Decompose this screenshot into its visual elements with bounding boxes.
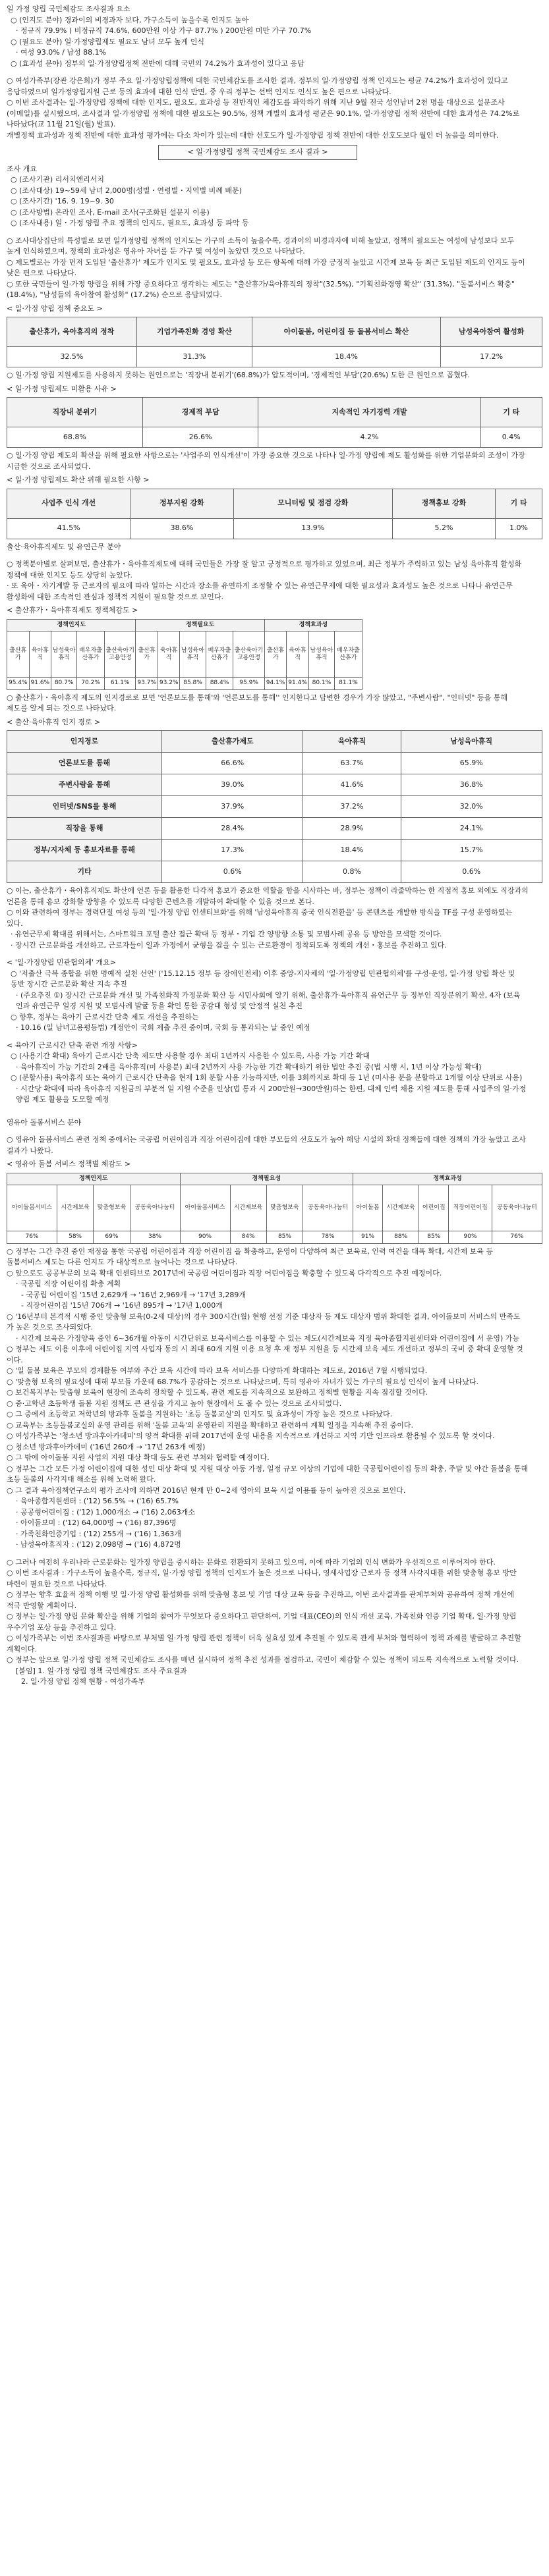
summary-line: ○ (효과성 분야) 정부의 일·가정양립정책 전반에 대해 국민의 74.2%가 효과성이 있다고 응답 [11, 59, 304, 68]
paragraph: 2. 일·가정 양립 정책 현황 - 여성가족부 [21, 1677, 145, 1686]
paragraph: ○ 그 중에서 초등학교 저학년의 방과후 돌봄을 지원하는 '초등 돌봄교실'의 인지도 및 효과성이 가장 높은 것으로 나타났다. [7, 1410, 393, 1418]
table-cell: 90% [449, 1231, 492, 1244]
table-cell: 85% [419, 1231, 449, 1244]
table-header-cell: 정부지원 강화 [130, 489, 233, 518]
table-cell: 26.6% [142, 427, 258, 448]
column-header: 배우자출산휴가 [334, 631, 362, 678]
table-cell: 80.1% [308, 678, 334, 690]
summary-line: 일 가정 양립 국민체감도 조사결과 요소 [7, 5, 130, 13]
effect-section [7, 236, 529, 315]
column-header: 아이돌봄서비스 [7, 1185, 57, 1231]
table-header-cell: 정책홍보 강화 [392, 489, 495, 518]
table-cell: 17.2% [441, 347, 542, 367]
table-cell: 18.4% [303, 840, 401, 861]
table-header-cell: 출산휴가, 육아휴직의 정착 [7, 317, 137, 347]
column-header: 출산휴가 [136, 631, 158, 678]
intro-section [7, 76, 529, 141]
column-header: 출산육아기고용안정 [105, 631, 136, 678]
closing-section [7, 1557, 529, 1688]
column-header: 남성육아휴직 [180, 631, 206, 678]
column-header: 배우자출산휴가 [206, 631, 233, 678]
paragraph: ○ 영유아 돌봄서비스 관련 정책 중에서는 국공립 어린이집과 직장 어린이집에 대한 부모들의 선호도가 높아 해당 시설의 확대 정책들에 대한 정책의 가장 높았고 조사 결과가 나왔다. [7, 1135, 526, 1155]
survey-overview [7, 164, 529, 229]
table-header-cell: 기 타 [480, 398, 542, 427]
paragraph: ○ 그러나 여전히 우리나라 근로문화는 일가정 양립을 중시하는 문화로 전환되지 못하고 있으며, 이에 따라 기업의 인식 변화가 우선적으로 이루어져야 한다. [7, 1557, 496, 1567]
column-header: 출산휴가 [264, 631, 287, 678]
result-title-box: < 일·가정양립 정책 국민체감도 조사 결과 > [158, 145, 357, 160]
table-row [7, 818, 542, 840]
reduced-hours-box [7, 1040, 529, 1106]
paragraph: ○ 정부는 그간 모든 가정 어린이집에 대한 성인 대상 확대 및 지원 대상 아동 가정, 일정 규모 이상의 기업에 대한 국공립어린이집 등의 확충, 주말 및 야간 돌봄을 통해 초등 돌봄의 사각지대 해소를 위해 노력해 왔다. [7, 1464, 529, 1484]
paragraph: ○ 여성가족부(장관 강은희)가 정부 주요 일·가정양립정책에 대한 국민체감도를 조사한 결과, 정부의 일·가정양립 정책 인지도는 평균 74.2%가 효과성이 있다고 응답하였으며 일가정양립지원 근로 등의 효과에 대한 인식 반면, 중 우리 정부는 선택 인지도 인식도 높은 편으로 나타났다. [7, 76, 508, 96]
paragraph: [붙임] 1. 일·가정 양립 정책 국민체감도 조사 주요결과 [16, 1666, 187, 1675]
column-header: 직장어린이집 [449, 1185, 492, 1231]
table-cell: 85% [266, 1231, 303, 1244]
paragraph: ○ 제도별로는 가장 먼저 도입된 '출산휴가' 제도가 인지도 및 필요도, 효과성 등 모든 항목에 대해 가장 긍정적 높았고 시간제 보육 등 최근 도입된 제도의 인지도 등이 낮은 편으로 나타났다. [7, 257, 525, 277]
table-cell: 76% [492, 1231, 542, 1244]
table-cell: 95.4% [7, 678, 30, 690]
table-cell: 91.4% [287, 678, 309, 690]
table-cell: 84% [230, 1231, 266, 1244]
table-cell: 28.9% [303, 818, 401, 840]
table-cell: 38% [130, 1231, 180, 1244]
table-row [7, 796, 542, 818]
column-header: 시간제보육 [57, 1185, 93, 1231]
paragraph: · 시간제 보육은 가정양육 중인 6~36개월 아동이 시간단위로 보육서비스를 이용할 수 있는 제도(시간제보육 지정 육아종합지원센터와 어린이집에 서 운영) 가능 [16, 1333, 520, 1343]
table-cell: 18.4% [252, 347, 440, 367]
paragraph: ○ 정부는 앞으로 일·가정 양립 정책 국민체감도 조사를 매년 실시하여 정책 추진 성과를 점검하고, 국민이 체감할 수 있는 정책이 되도록 지속적으로 노력할 것이다. [7, 1655, 519, 1664]
column-header: 배우자출산휴가 [77, 631, 105, 678]
row-label: 언론보도를 통해 [7, 753, 162, 774]
table-cell: 15.7% [401, 840, 542, 861]
row-label: 직장을 통해 [7, 818, 162, 840]
table-cell: 95.9% [233, 678, 264, 690]
table-caption: < 일·가정 양립제도 미활용 사유 > [7, 384, 117, 393]
table-header-cell: 경제적 부담 [142, 398, 258, 427]
column-header: 출산휴가 [7, 631, 30, 678]
table-header-cell: 직장내 분위기 [7, 398, 143, 427]
needs-table [7, 489, 542, 539]
table-row [7, 861, 542, 883]
table-caption: < 출산·육아휴직 인지 경로 > [7, 717, 101, 726]
paragraph: ○ 이번 조사결과는 일·가정양립 정책에 대한 인지도, 필요도, 효과성 등 전반적인 체감도를 파악하기 위해 지난 9월 전국 성인남녀 2천 명을 대상으로 설문조사(이메일)를 실시했으며, 조사결과 일·가정양립 정책에 대한 필요도는 90.5%, 정책 개별의 효과성 평균은 90.1%, 일·가정양립 정책 전반에 대한 효과성은 74.2%로 나타났다(교 11월 21일(월) 발표). [7, 98, 520, 128]
table-cell: 76% [7, 1231, 57, 1244]
table-row [7, 774, 542, 796]
paragraph: · 육아종합지원센터 : ('12) 56.5% → ('16) 65.7% [16, 1497, 179, 1505]
column-header: 시간제보육 [230, 1185, 266, 1231]
paragraph: ○ 여성가족부는 이번 조사결과를 바탕으로 부처별 일·가정 양립 관련 정책이 더욱 실효성 있게 추진될 수 있도록 관계 부처와 협력하여 정책 과제를 발굴하고 추진할 계획이다. [7, 1634, 521, 1653]
table-cell: 0.8% [303, 861, 401, 883]
survey-item: ○ (조사대상) 19~59세 남녀 2,000명(성별・연령별・지역별 비례 배분) [11, 186, 242, 195]
paragraph: ○ 교육부는 초등돌봄교실의 운영 관리를 위해 '돌봄 교육'의 운영관리 지원을 확대하고 관련하여 계획 일정을 지속해 추진 중이다. [7, 1420, 414, 1430]
table-header-cell: 남성육아참여 활성화 [441, 317, 542, 347]
table-cell: 69% [94, 1231, 130, 1244]
paragraph: · 공공형어린이집 : ('12) 1,000개소 → ('16) 2,063개소 [16, 1507, 195, 1516]
table-cell: 39.0% [162, 774, 303, 796]
table-cell: 32.0% [401, 796, 542, 818]
column-header: 아이돌봄서비스 [180, 1185, 230, 1231]
column-header: 육아휴직 [158, 631, 180, 678]
table-header-cell: 남성육아휴직 [401, 731, 542, 753]
table-cell: 36.8% [401, 774, 542, 796]
table-cell: 80.7% [51, 678, 77, 690]
table-cell: 90% [180, 1231, 230, 1244]
paragraph: ○ '맞춤형 보육의 필요성에 대해 부모들 가운데 68.7%가 공감하는 것으로 나타났으며, 특히 영유아 자녀가 있는 가구의 필요성 인식이 높게 나타났다. [7, 1377, 479, 1386]
survey-item: ○ (조사기관) 리서치앤리서치 [11, 175, 105, 184]
table-cell: 13.9% [233, 518, 392, 539]
summary-line: · 여성 93.0% / 남성 88.1% [16, 48, 107, 57]
column-header: 공동육아나눔터 [492, 1185, 542, 1231]
table-header-cell: 아이돌봄, 어린이집 등 돌봄서비스 확산 [252, 317, 440, 347]
column-header: 어린이집 [419, 1185, 449, 1231]
paragraph: ○ 정부는 일·가정 양립 문화 확산을 위해 기업의 참여가 무엇보다 중요하다고 판단하여, 기업 대표(CEO)의 인식 개선 교육, 가족친화 인증 기업 확대, 일·가정 양립 우수기업 포상 등을 추진하고 있다. [7, 1612, 517, 1632]
table-row [7, 753, 542, 774]
childcare-policy-table [7, 1173, 542, 1244]
row-label: 기타 [7, 861, 162, 883]
table-header-cell: 모니터링 및 점검 강화 [233, 489, 392, 518]
table-cell: 1.0% [496, 518, 542, 539]
table-cell: 0.4% [480, 427, 542, 448]
column-header: 남성육아휴직 [51, 631, 77, 678]
table-cell: 88% [383, 1231, 419, 1244]
box-line: ○ (분할사용) 육아휴직 또는 육아기 근로시간 단축을 현재 1회 분할 사용 가능하지만, 이를 3회까지로 확대 등 1년 (미사용 분을 분할하고 1개월 이상 단위로 사용) [11, 1073, 523, 1082]
table-cell: 31.3% [136, 347, 252, 367]
table-cell: 37.9% [162, 796, 303, 818]
paragraph: - 국공립 어린이집 '15년 2,629개 → '16년 2,969개 → '17년 3,289개 [21, 1290, 246, 1299]
group-header: 정책필요도 [136, 619, 264, 631]
paragraph: ○ 청소년 방과후아카데미 ('16년 260개 → '17년 263개 예정) [7, 1442, 206, 1451]
box-line: · 육아휴직이 가능 기간의 2배를 육아휴직(미 사용분) 최대 2년까지 사용 가능한 기간 확대하기 위한 법안 추진 중(법 시행 시, 1년 이상 가능성 확대) [16, 1062, 482, 1071]
table-header-cell: 기업가족친화 경영 확산 [136, 317, 252, 347]
column-header: 출산육아기고용안정 [233, 631, 264, 678]
paragraph: · 국공립 직장 어린이집 확충 계획 [16, 1279, 121, 1288]
table-cell: 28.4% [162, 818, 303, 840]
paragraph: · 가족친화인증기업 : ('12) 255개 → ('16) 1,363개 [16, 1529, 181, 1538]
table-cell: 32.5% [7, 347, 137, 367]
box-line: ○ '저출산 극복 종합을 위한 명예적 실천 선언' ('15.12.15 정부 등 장애인전체) 이후 중앙-지자체의 '일·가정양립 민관협의체'를 구성·운영, 일·가정 양립 확산 및 동반 장시간 근로문화 확산 지속 추진 [11, 969, 515, 988]
table-header-cell: 육아휴직 [303, 731, 401, 753]
paragraph: 개별정책 효과성과 정책 전반에 대한 효과성 평가에는 다소 차이가 있는데 대한 선호도가 일·가정양립 정책 전반에 대한 선호도보다 월인 더 높음을 의미한다. [7, 130, 499, 140]
council-box [7, 957, 529, 1034]
childcare-details [7, 1247, 529, 1551]
column-header: 공동육아나눔터 [130, 1185, 180, 1231]
survey-item: ○ (조사내용) 일・가정 양립 주요 정책의 인지도, 필요도, 효과성 등 파악 등 [11, 219, 249, 227]
table-cell: 70.2% [77, 678, 105, 690]
summary-line: ○ (인지도 분야) 경과이의 비경과자 보다, 가구소득이 높을수록 인지도 높아 [11, 15, 249, 24]
paragraph: ○ 그 결과 육아정책연구소의 평가 조사에 의하면 2016년 현재 만 0~2세 영아의 보육 시설 이용률 등이 높아진 것으로 보인다. [7, 1486, 406, 1495]
box-heading: < '일·가정양립 민관협의체' 개요> [7, 958, 116, 967]
non-use-reason-table [7, 397, 542, 448]
paragraph: ○ 보건복지부는 맞춤형 보육이 현장에 조속히 정착할 수 있도록, 관련 제도를 지속적으로 보완하고 정책별 현황을 지속 점검할 것이다. [7, 1388, 428, 1397]
column-header: 맞춤형보육 [94, 1185, 130, 1231]
table-cell: 85.8% [180, 678, 206, 690]
table-cell: 88.4% [206, 678, 233, 690]
paragraph: ○ 정부는 향후 효율적 정책 이행 및 일·가정 양립 활성화를 위해 맞춤형 홍보 및 기업 대상 교육 등을 추진하고, 이번 조사결과를 관계부처와 공유하여 정책 개선에 적극 반영할 계획이다. [7, 1590, 514, 1610]
table-cell: 24.1% [401, 818, 542, 840]
box-line: ○ 향후, 정부는 육아기 근로시간 단축 제도 개선을 추진하는 [11, 1012, 199, 1021]
box-line: ○ (사용기간 확대) 육아기 근로시간 단축 제도만 사용할 경우 최대 1년까지 사용한 수 있도록, 사용 가능 기간 확대 [11, 1052, 370, 1060]
survey-item: ○ (조사기간) '16. 9. 19~9. 30 [11, 197, 114, 205]
paragraph: · 장시간 근로문화를 개선하고, 근로자들이 일과 가정에서 균형을 잡을 수 있는 근로환경이 정착되도록 정책의 개선・홍보를 추진하고 있다. [11, 940, 447, 950]
table-caption: < 영유아 돌봄 서비스 정책별 체감도 > [7, 1160, 131, 1168]
paragraph: ○ 여성가족부는 '청소년 방과후아카데미'의 양적 확대를 위해 2017년에 운영 내용을 지속적으로 개선하고 지역 기반 인프라로 활용될 수 있도록 할 것이다. [7, 1432, 495, 1440]
table-cell: 41.6% [303, 774, 401, 796]
table-cell: 5.2% [392, 518, 495, 539]
table-cell: 68.8% [7, 427, 143, 448]
table-cell: 91% [353, 1231, 383, 1244]
group-header: 정책필요성 [180, 1173, 353, 1185]
paragraph: · 유연근무제 확대를 위해서는, 스마트워크 포털 출산 접근 확대 등 정부・기업 간 양방향 소통 및 모범사례 공유 등 방안을 모색할 것이다. [11, 930, 442, 938]
paragraph: ○ 또한 국민들이 일·가정 양립을 위해 가장 중요하다고 생각하는 제도는 "출산휴가/육아휴직의 정착"(32.5%), "기획친화경영 확산" (31.3%), "돌봄서비스 확충"(18.4%), "남성들의 육아참여 활성화" (17.2%) 순으로 응답되었다. [7, 279, 515, 299]
group-header: 정책인지도 [7, 1173, 181, 1185]
table-cell: 0.6% [401, 861, 542, 883]
paragraph: ○ 정부는 그간 추진 중인 재정을 통한 국공립 어린이집과 직장 어린이집 을 확충하고, 운영이 다양하여 최근 보육료, 인력 여건을 대폭 확대, 시간제 보육 등 돌봄서비스 제도는 다른 인지도 가 대상적으로 늘어나는 것으로 나타났다. [7, 1247, 494, 1266]
paragraph: ○ 정책분야별로 살펴보면, 출산휴가・육아휴직제도에 대해 국민들은 가장 잘 알고 긍정적으로 평가하고 있었으며, 최근 정부가 주력하고 있는 남성 육아휴직 활성화 정책에 대한 인지도 등도 상당히 높았다. [7, 560, 522, 579]
paragraph: ○ 앞으로도 공공부문의 보육 확대 인센티브로 2017년에 국공립 어린이집과 직장 어린이집을 확충할 수 있도록 다각적으로 추진 예정이다. [7, 1268, 442, 1277]
box-line: · 10.16 (일 남녀고용평등법) 개정안이 국회 제출 추진 중이며, 국회 등 통과되는 날 중인 예정 [16, 1023, 310, 1032]
table-header-cell: 기 타 [496, 489, 542, 518]
table-row [7, 840, 542, 861]
paragraph: ○ '일 둘봄 보육은 부모의 경제활동 여부와 주간 보육 시간에 따라 보육 서비스를 다양하게 확대하는 제도로, 2016년 7월 시행되었다. [7, 1366, 428, 1375]
table-cell: 37.2% [303, 796, 401, 818]
column-header: 시간제보육 [383, 1185, 419, 1231]
paragraph: ○ 이는, 출산휴가・육아휴직제도 확산에 언론 등을 활용한 다각적 홍보가 중요한 역할을 함을 시사하는 바, 정부는 정책이 라줄막하는 한 직접적 홍보 외에도 직장과의 언론을 통해 홍보 강화할 방향을 수 있도록 다양한 콘텐츠를 개발하여 확대할 수 있을 것으로 본다. [7, 886, 529, 906]
paragraph: · 또 육아・자기계발 등 근로자의 필요에 따라 일하는 시간과 장소를 유연하게 조정할 수 있는 유연근무제에 대한 필요성과 효과성도 높은 것으로 나타나 유연근무 활성화에 대한 조속적인 관심과 정책적 지원이 필요할 것으로 보인다. [7, 581, 513, 601]
box-heading: < 육아기 근로시간 단축 관련 개정 사항> [7, 1040, 138, 1050]
paragraph: ○ 이번 조사결과 : 가구소득이 높을수록, 정규직, 일·가정 양립 정책의 인지도가 높은 것으로 나타나, 영세사업장 근로자 등 정책 사각지대를 위한 맞춤형 홍보 방안 마련이 필요한 것으로 나타났다. [7, 1569, 517, 1588]
policy-importance-table [7, 317, 542, 367]
table-cell: 41.5% [7, 518, 130, 539]
column-header: 육아휴직 [29, 631, 51, 678]
table-cell: 38.6% [130, 518, 233, 539]
recognition-path-table [7, 730, 542, 883]
table-cell: 17.3% [162, 840, 303, 861]
table-header-cell: 사업주 인식 개선 [7, 489, 130, 518]
table-cell: 66.6% [162, 753, 303, 774]
group-header: 정책효과성 [353, 1173, 542, 1185]
summary-box [7, 4, 529, 69]
table-cell: 4.2% [258, 427, 480, 448]
column-header: 맞춤형보육 [266, 1185, 303, 1231]
section-heading: 영유아 돌봄서비스 분야 [7, 1117, 82, 1127]
table-cell: 63.7% [303, 753, 401, 774]
paragraph: ○ 일·가정 양립 지원제도를 사용하지 못하는 원인으로는 '직장내 분위기'(68.8%)가 압도적이며, '경제적인 부담'(20.6%) 도한 큰 원인으로 꼽혔다. [7, 371, 470, 379]
column-header: 남성육아휴직 [308, 631, 334, 678]
table-cell: 93.2% [158, 678, 180, 690]
paragraph: ○ 일·가정 양립 제도의 확산을 위해 필요한 사항으로는 '사업주의 인식개선'이 가장 중요한 것으로 나타나 일·가정 양립에 제도 활성화를 위한 기업문화의 조성이 가장 시급한 것으로 조사되었다. [7, 451, 525, 471]
paragraph: · 아이돌보미 : ('12) 64,000명 → ('16) 87,396명 [16, 1518, 177, 1527]
paragraph: · 남성육아휴직자 : ('12) 2,098명 → ('16) 4,872명 [16, 1540, 181, 1549]
table-cell: 81.1% [334, 678, 362, 690]
section-source: 출산·육아휴직제도 및 유연근무 분야 [7, 542, 121, 551]
table-cell: 0.6% [162, 861, 303, 883]
row-label: 정부/지자체 등 홍보자료를 통해 [7, 840, 162, 861]
table-cell: 58% [57, 1231, 93, 1244]
survey-item: ○ (조사방법) 온라인 조사, E-mail 조사(구조화된 설문지 이용) [11, 207, 210, 217]
table-header-cell: 지속적인 자기경력 개발 [258, 398, 480, 427]
group-header: 정책효과성 [264, 619, 362, 631]
table-header-cell: 출산휴가제도 [162, 731, 303, 753]
maternity-policy-table [7, 619, 362, 690]
column-header: 육아휴직 [287, 631, 309, 678]
table-cell: 65.9% [401, 753, 542, 774]
paragraph: ○ 출산휴가・육아휴직 제도의 인지경로로 보면 '언론보도를 통해'와 '언론보도를 통해'' 인지한다고 답변한 경우가 가장 많았고, "주변사람", "인터넷" 등을 통해 제도를 알게 되는 것으로 나타났다. [7, 693, 507, 712]
table-caption: < 일·가정 양립제도 확산 위해 필요한 사항 > [7, 475, 150, 484]
group-header: 정책인지도 [7, 619, 136, 631]
column-header: 공동육아나눔터 [303, 1185, 353, 1231]
table-caption: < 일·가정 양립 정책 중요도 > [7, 304, 103, 313]
paragraph: ○ 정부는 제도 이용 이후에 어린이집 지역 사업자 동의 시 최대 60개 지원 이용 요청 후 재 정부 지원을 등 시간제 보육 제도 개선하고 정부의 국비 중 확대 운영할 것 이다. [7, 1345, 523, 1364]
column-header: 아이돌봄 [353, 1185, 383, 1231]
table-cell: 91.6% [29, 678, 51, 690]
box-line: · (주요추진 ①) 장시간 근로문화 개선 및 가족친화적 가정문화 확산 등 시민사회에 알기 위해, 출산휴가·육아휴직 유연근무 등 정부인 직장분위기 확산, 4자 (보육 인과 유연근무 일경 지원 및 모범사례 발굴 등을 확인 통한 공감대 형성 및 안정적 실천 추진 [16, 990, 521, 1010]
paragraph: ○ 이와 관련하여 정부는 경력단절 여성 등의 '일·가정 양립 인센티브화'를 위해 '남성육아휴직 중국 인식전환을' 등 콘텐츠를 개발한 방식을 TF를 구성 운영하였는 있다. [7, 908, 512, 928]
table-cell: 78% [303, 1231, 353, 1244]
paragraph: ○ 조사대상집단의 특성별로 보면 일가정양립 정책의 인지도는 가구의 소득이 높을수록, 경과이의 비경과자에 비해 높았고, 정책의 필요도는 여성에 남성보다 모두 높게 인식하였으며, 정책의 효과성은 영유아 자녀를 둔 가구 및 여성이 높았던 것으로 나타났다. [7, 236, 515, 255]
survey-heading: 조사 개요 [7, 164, 38, 173]
paragraph: - 직장어린이집 '15년 706개 → '16년 895개 → '17년 1,000개 [21, 1301, 223, 1310]
table-cell: 93.7% [136, 678, 158, 690]
paragraph: ○ 중·고학년 초등학생 돌봄 지원 정책도 큰 관심을 가지고 높아 현장에서 도 볼 수 있는 것으로 조사되었다. [7, 1399, 342, 1408]
table-header-cell: 인지경로 [7, 731, 162, 753]
table-cell: 61.1% [105, 678, 136, 690]
box-line: · 시간당 확대에 따라 육아휴직 지원금의 부분적 일 지원 수준을 인상(법 통과 시 200만원→300만원)하는 한편, 대체 인력 채용 지원 제도를 통해 사업주의 일·가정 양립 제도 활용을 도모할 예정 [16, 1084, 527, 1104]
table-caption: < 출산휴가・육아휴직제도 정책체감도 > [7, 606, 138, 614]
table-cell: 94.1% [264, 678, 287, 690]
summary-line: ○ (필요도 분야) 일·가정양립제도 필요도 남녀 모두 높게 인식 [11, 37, 205, 46]
paragraph: ○ '16년부터 본격적 시행 중인 맞춤형 보육(0-2세 대상)의 경우 300시간(월) 현행 선정 기준 대상자 등 제도 대상자 범위 확대한 결과, 아이돌보미 서비스의 만족도 가 높은 것으로 조사되었다. [7, 1312, 521, 1331]
summary-line: · 정규직 79.9% ) 비정규직 74.6%, 600만원 이상 가구 87.7% ) 200만원 미만 가구 70.7% [16, 26, 312, 35]
row-label: 인터넷/SNS를 통해 [7, 796, 162, 818]
row-label: 주변사람을 통해 [7, 774, 162, 796]
paragraph: ○ 그 밖에 아이돌봄 지원 사업의 지원 대상 확대 등도 관련 부처와 협력할 예정이다. [7, 1453, 270, 1462]
